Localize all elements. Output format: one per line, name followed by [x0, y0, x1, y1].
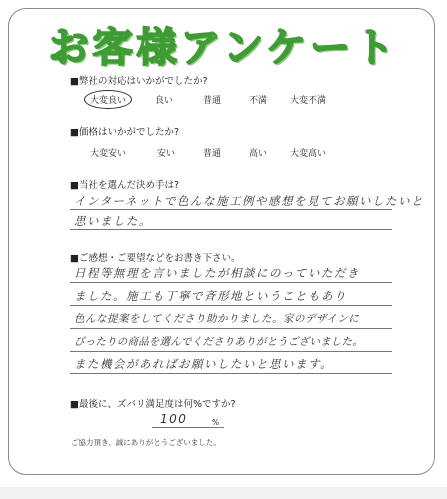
question-price: ■価格はいかがでしたか? [70, 127, 180, 138]
answer-comments-line-3: 色んな提案をしてくださり助かりました。家のデザインに [74, 313, 360, 325]
answer-comments-line-4: ぴったりの商品を選んでくださりありがとうございました。 [74, 336, 363, 348]
option-price-normal: 普通 [203, 149, 222, 159]
ruled-line [152, 427, 224, 428]
option-very-cheap: 大変安い [90, 149, 127, 159]
answer-satisfaction-value: 100 [160, 412, 188, 426]
option-normal: 普通 [203, 96, 222, 106]
ruled-line [70, 305, 392, 306]
question-reason: ■当社を選んだ決め手は? [70, 180, 180, 191]
answer-reason-line-1: インターネットで色んな施工例や感想を見てお願いしたいと [74, 194, 424, 208]
ruled-line [70, 351, 392, 352]
ruled-line [70, 229, 392, 230]
option-very-dissatisfied: 大変不満 [290, 96, 327, 106]
answer-comments-line-1: 日程等無理を言いましたが相談にのっていただき [74, 266, 360, 280]
option-dissatisfied: 不満 [249, 96, 268, 106]
answer-comments-line-5: また機会があればお願いしたいと思います。 [74, 357, 334, 371]
ruled-line [70, 328, 392, 329]
percent-unit: % [212, 418, 220, 427]
answer-comments-line-2: ました。施工も丁寧で斉形地ということもあり [74, 289, 347, 303]
ruled-line [70, 373, 392, 374]
page-bottom-strip [0, 487, 447, 499]
thank-you-note: ご協力頂き、誠にありがとうございました。 [71, 438, 221, 447]
option-very-good-selected: 大変良い [84, 90, 132, 109]
option-very-expensive: 大変高い [290, 149, 327, 159]
survey-title: お客様アンケート [48, 25, 399, 71]
question-service: ■弊社の対応はいかがでしたか? [70, 76, 208, 87]
ruled-line [70, 282, 392, 283]
answer-reason-line-2: 思いました。 [74, 214, 152, 228]
option-expensive: 高い [249, 149, 268, 159]
option-cheap: 安い [157, 149, 176, 159]
question-comments: ■ご感想・ご要望などをお書き下さい。 [70, 253, 241, 264]
question-satisfaction: ■最後に、ズバリ満足度は何%ですか? [70, 399, 236, 410]
ruled-line [70, 209, 392, 210]
option-good: 良い [155, 96, 174, 106]
